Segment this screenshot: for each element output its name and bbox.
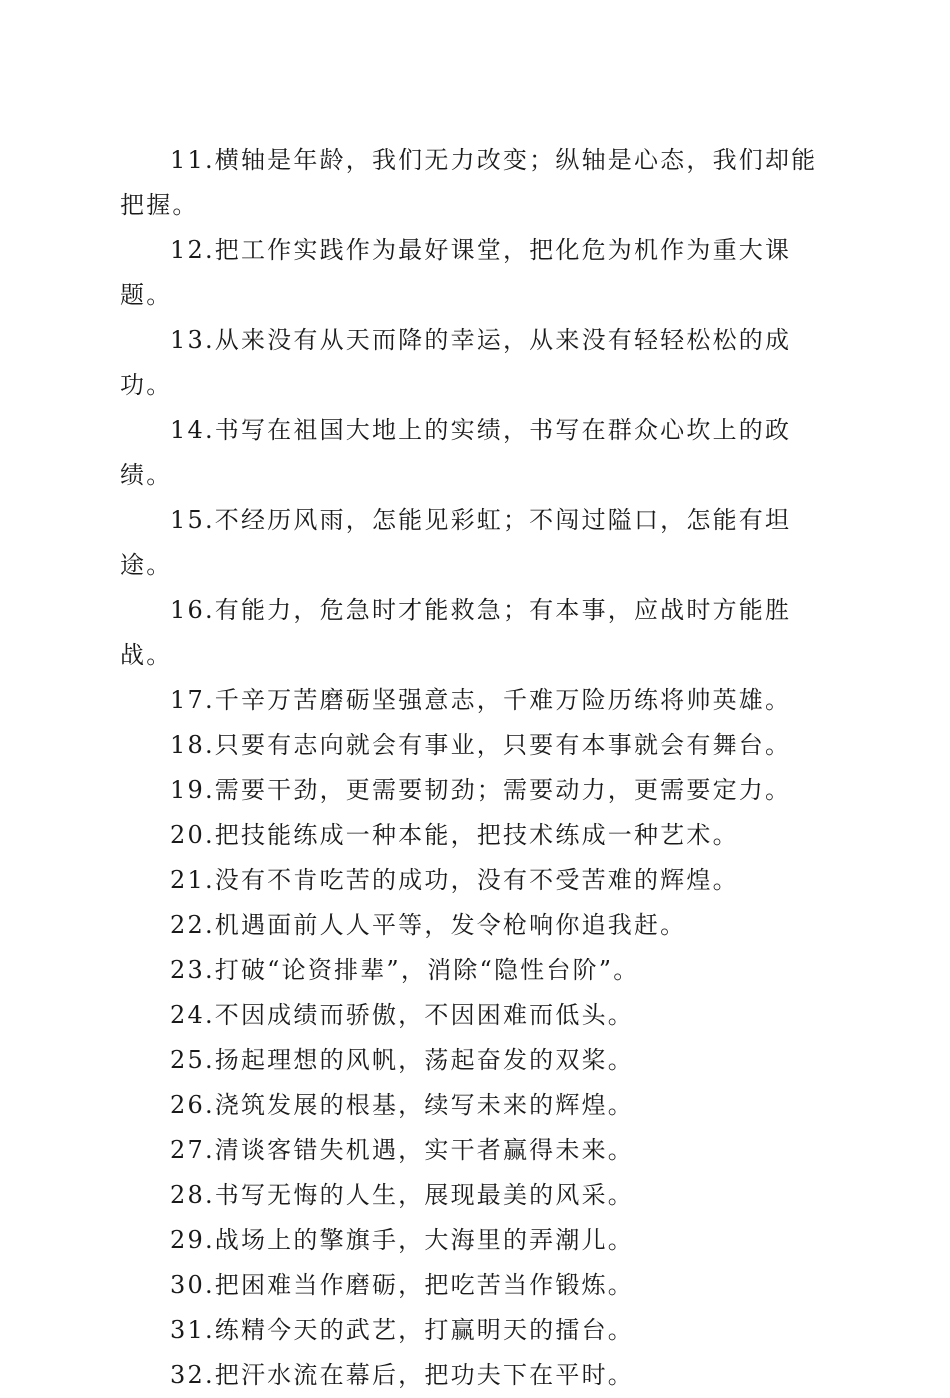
- list-item: 11.横轴是年龄，我们无力改变；纵轴是心态，我们却能把握。: [120, 146, 818, 219]
- list-item: 26.浇筑发展的根基，续写未来的辉煌。: [170, 1091, 634, 1119]
- list-item: 19.需要干劲，更需要韧劲；需要动力，更需要定力。: [170, 776, 792, 804]
- list-item: 28.书写无悔的人生，展现最美的风采。: [170, 1181, 634, 1209]
- list-item: 14.书写在祖国大地上的实绩，书写在群众心坎上的政绩。: [120, 416, 792, 489]
- list-item: 25.扬起理想的风帆，荡起奋发的双桨。: [170, 1046, 634, 1074]
- list-item: 29.战场上的擎旗手，大海里的弄潮儿。: [170, 1226, 634, 1254]
- document-body: [120, 138, 825, 1398]
- list-item: 23.打破“论资排辈”，消除“隐性台阶”。: [170, 956, 640, 984]
- list-item: 22.机遇面前人人平等，发令枪响你追我赶。: [170, 911, 687, 939]
- list-item: 12.把工作实践作为最好课堂，把化危为机作为重大课题。: [120, 236, 792, 309]
- list-item: 20.把技能练成一种本能，把技术练成一种艺术。: [170, 821, 739, 849]
- list-item: 18.只要有志向就会有事业，只要有本事就会有舞台。: [170, 731, 792, 759]
- list-item: 27.清谈客错失机遇，实干者赢得未来。: [170, 1136, 634, 1164]
- list-item: 30.把困难当作磨砺，把吃苦当作锻炼。: [170, 1271, 634, 1299]
- list-item: 17.千辛万苦磨砺坚强意志，千难万险历练将帅英雄。: [170, 686, 792, 714]
- list-item: 16.有能力，危急时才能救急；有本事，应战时方能胜战。: [120, 596, 792, 669]
- list-item: 31.练精今天的武艺，打赢明天的擂台。: [170, 1316, 634, 1344]
- list-item: 32.把汗水流在幕后，把功夫下在平时。: [170, 1361, 634, 1389]
- list-item: 13.从来没有从天而降的幸运，从来没有轻轻松松的成功。: [120, 326, 792, 399]
- list-item: 24.不因成绩而骄傲，不因困难而低头。: [170, 1001, 634, 1029]
- list-item: 21.没有不肯吃苦的成功，没有不受苦难的辉煌。: [170, 866, 739, 894]
- list-item: 15.不经历风雨，怎能见彩虹；不闯过隘口，怎能有坦途。: [120, 506, 792, 579]
